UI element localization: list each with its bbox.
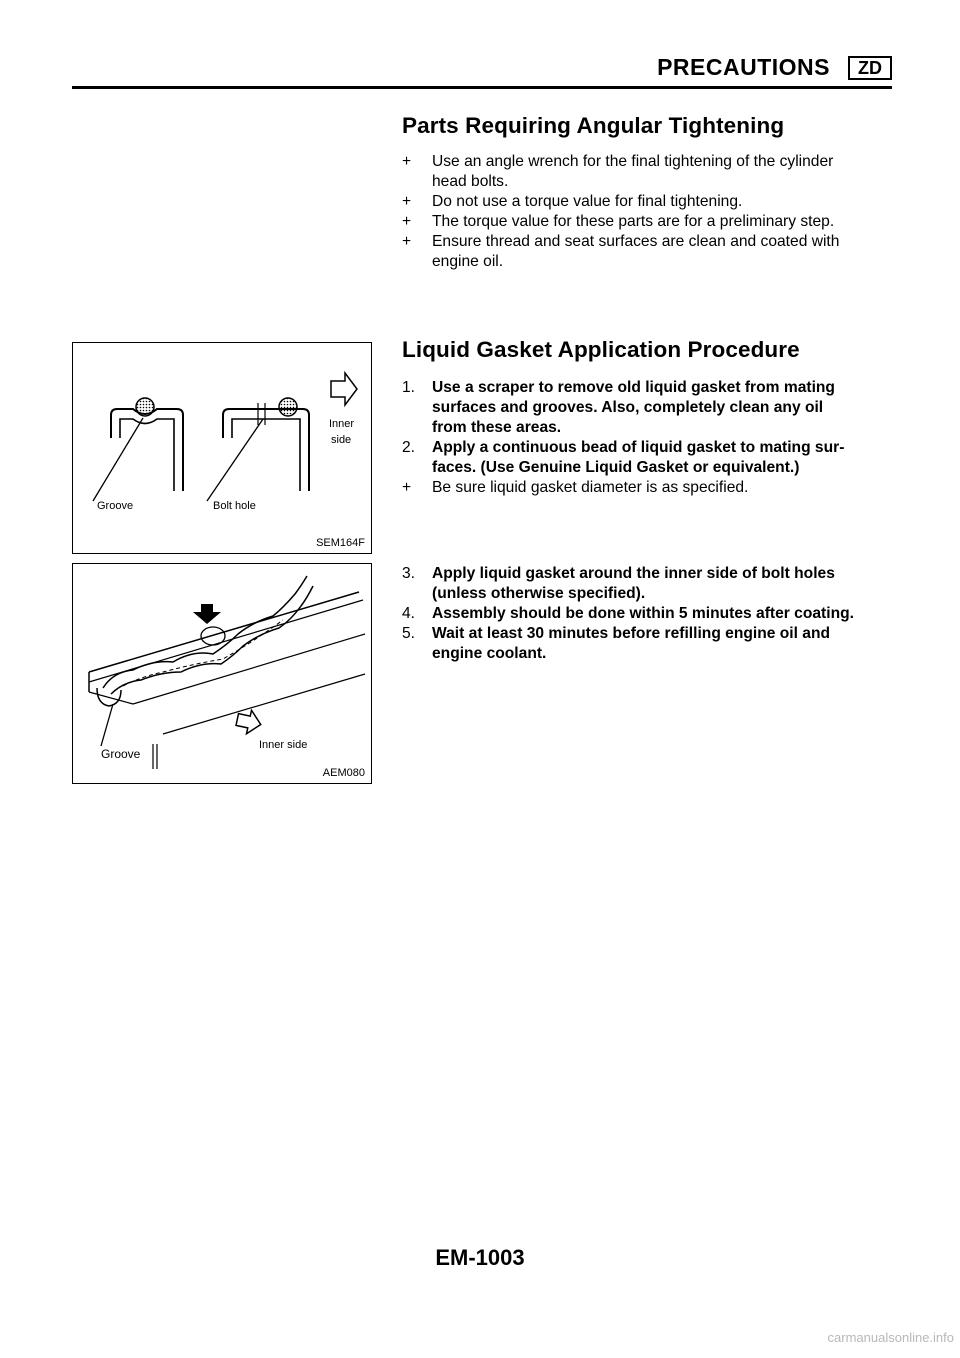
step-line: Wait at least 30 minutes before refilling engine oil and	[432, 625, 831, 642]
section-angular-tightening	[402, 113, 892, 272]
step-number: 5.	[402, 625, 416, 642]
bullet-line: The torque value for these parts are for a preliminary step.	[432, 213, 835, 230]
left-channel-outer	[111, 409, 183, 491]
gasket-bead-outline	[103, 576, 307, 688]
gasket-bead	[136, 398, 154, 416]
bullet-marker: +	[402, 479, 412, 496]
bullet-marker: +	[402, 213, 412, 230]
figure-id: SEM164F	[316, 537, 365, 549]
flange-edge-line	[133, 634, 365, 704]
figure-groove-bolt-hole	[72, 342, 372, 554]
bullet-marker: +	[402, 233, 412, 250]
bolt-hole-label: Bolt hole	[213, 500, 256, 512]
step-line: Apply liquid gasket around the inner side of bolt holes	[432, 565, 835, 582]
engine-code-badge: ZD	[848, 56, 892, 80]
step-number: 1.	[402, 379, 416, 396]
left-channel-inner	[120, 419, 174, 491]
bullet-marker: +	[402, 193, 412, 210]
steps-continued	[402, 564, 892, 664]
gasket-bead	[279, 398, 297, 416]
section-header-title: PRECAUTIONS	[657, 54, 830, 80]
bullet-line: head bolts.	[432, 173, 509, 190]
step-item	[402, 604, 892, 624]
step-line: Use a scraper to remove old liquid gasket from mating	[432, 379, 835, 396]
right-channel-outer	[223, 409, 309, 491]
bullet-line: Ensure thread and seat surfaces are clean and coated with	[432, 233, 840, 250]
bullet-line: Be sure liquid gasket diameter is as specified.	[432, 479, 749, 496]
section-title: Liquid Gasket Application Procedure	[402, 337, 800, 362]
bullet-line: engine oil.	[432, 253, 504, 270]
side-label: side	[331, 434, 352, 446]
step-line: engine coolant.	[432, 645, 547, 662]
step-line: (unless otherwise specified).	[432, 585, 646, 602]
header-rule	[72, 86, 892, 89]
bullet-item	[402, 192, 892, 212]
groove-leader-line	[101, 704, 113, 746]
step-line: Apply a continuous bead of liquid gasket to mating sur-	[432, 439, 845, 456]
step-number: 4.	[402, 605, 416, 622]
step-number: 3.	[402, 565, 416, 582]
bullet-marker: +	[402, 153, 412, 170]
flange-edge-line	[163, 674, 365, 734]
bolt-hole-leader-line	[207, 419, 263, 501]
inner-side-label: Inner side	[259, 739, 308, 751]
step-line: from these areas.	[432, 419, 562, 436]
right-channel-inner	[232, 419, 300, 491]
watermark: carmanualsonline.info	[827, 1330, 954, 1345]
step-item	[402, 378, 892, 438]
step-line: Assembly should be done within 5 minutes after coating.	[432, 605, 854, 622]
step-item	[402, 438, 892, 478]
gasket-bead-outline	[111, 586, 313, 694]
page-header	[72, 54, 892, 82]
bullet-item	[402, 232, 892, 272]
bold-down-arrow-icon	[193, 604, 221, 624]
figure-bead-diagram	[73, 564, 371, 783]
section-liquid-gasket	[402, 337, 892, 498]
groove-label: Groove	[97, 500, 134, 512]
bullet-item	[402, 478, 892, 498]
step-item	[402, 564, 892, 604]
bullet-line: Do not use a torque value for final tightening.	[432, 193, 743, 210]
bullet-item	[402, 152, 892, 192]
groove-label: Groove	[101, 747, 141, 761]
bullet-item	[402, 212, 892, 232]
inner-side-arrow-icon	[331, 373, 357, 405]
section-title: Parts Requiring Angular Tightening	[402, 113, 785, 138]
groove-leader-line	[93, 418, 143, 501]
step-line: faces. (Use Genuine Liquid Gasket or equivalent.)	[432, 459, 800, 476]
figure-id: AEM080	[322, 767, 365, 779]
inner-label: Inner	[329, 418, 355, 430]
step-item	[402, 624, 892, 664]
figure-gasket-bead	[72, 563, 372, 784]
step-line: surfaces and grooves. Also, completely clean any oil	[432, 399, 824, 416]
step-number: 2.	[402, 439, 416, 456]
bullet-line: Use an angle wrench for the final tightening of the cylinder	[432, 153, 834, 170]
figure-groove-diagram	[73, 343, 371, 553]
page-number: EM-1003	[435, 1245, 525, 1270]
